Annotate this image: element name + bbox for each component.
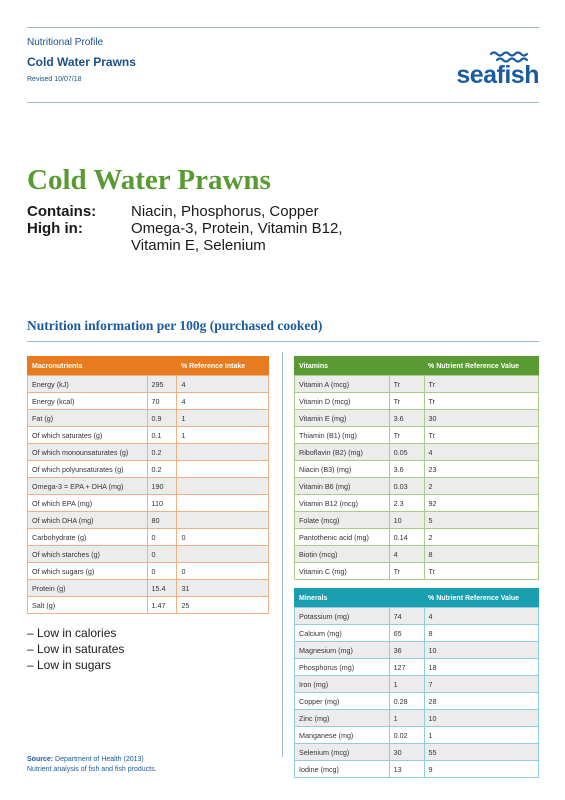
table-cell: Pantothenic acid (mg) <box>295 529 390 546</box>
table-cell: 70 <box>147 393 177 410</box>
table-row <box>28 529 269 546</box>
column-header: % Reference Intake <box>177 357 269 376</box>
table-cell: Iodine (mcg) <box>295 761 390 778</box>
low-in-item: – Low in saturates <box>27 642 125 656</box>
table-cell: Of which monounsaturates (g) <box>28 444 148 461</box>
column-header: Vitamins <box>295 357 390 376</box>
table-cell: Vitamin A (mcg) <box>295 376 390 393</box>
table-cell: Niacin (B3) (mg) <box>295 461 390 478</box>
column-header <box>389 357 424 376</box>
table-cell: Iron (mg) <box>295 676 390 693</box>
table-cell: 3.6 <box>389 461 424 478</box>
table-row <box>295 693 539 710</box>
table-cell: 25 <box>177 597 269 614</box>
table-row <box>28 546 269 563</box>
section-title: Nutrition information per 100g (purchased cooked) <box>27 318 323 333</box>
table-cell: 30 <box>389 744 424 761</box>
column-header: Macronutrients <box>28 357 148 376</box>
table-cell: 3.6 <box>389 410 424 427</box>
vitamins-table <box>294 356 539 580</box>
table-row <box>295 546 539 563</box>
table-cell: Protein (g) <box>28 580 148 597</box>
table-cell: Copper (mg) <box>295 693 390 710</box>
table-header-row <box>28 357 269 376</box>
table-cell: 31 <box>177 580 269 597</box>
source-note <box>27 755 157 775</box>
table-cell: 8 <box>424 546 538 563</box>
table-cell: 4 <box>424 444 538 461</box>
table-cell: Carbohydrate (g) <box>28 529 148 546</box>
table-cell: Tr <box>389 563 424 580</box>
table-cell <box>177 444 269 461</box>
low-in-item: – Low in calories <box>27 626 117 640</box>
revised-date: Revised 10/07/18 <box>27 76 82 83</box>
nutrient-summary <box>27 203 391 254</box>
table-cell: 65 <box>389 625 424 642</box>
page-title: Cold Water Prawns <box>27 164 271 196</box>
table-cell: Riboflavin (B2) (mg) <box>295 444 390 461</box>
table-row <box>28 563 269 580</box>
table-cell: 0.03 <box>389 478 424 495</box>
table-cell: 0.1 <box>147 427 177 444</box>
table-header-row <box>295 357 539 376</box>
table-row <box>28 580 269 597</box>
minerals-table <box>294 588 539 778</box>
table-cell: 10 <box>424 710 538 727</box>
table-cell: 1.47 <box>147 597 177 614</box>
table-cell: 4 <box>177 393 269 410</box>
table-cell: Vitamin B12 (mcg) <box>295 495 390 512</box>
low-in-item: – Low in sugars <box>27 658 112 672</box>
table-cell: 0 <box>177 563 269 580</box>
table-row <box>28 512 269 529</box>
table-cell: 0.9 <box>147 410 177 427</box>
table-cell: Vitamin C (mg) <box>295 563 390 580</box>
table-cell <box>177 478 269 495</box>
table-cell <box>177 495 269 512</box>
table-cell: Folate (mcg) <box>295 512 390 529</box>
source-text: Department of Health (2013) <box>55 756 144 763</box>
low-in-list <box>27 625 124 673</box>
table-row <box>28 597 269 614</box>
table-cell: 2.3 <box>389 495 424 512</box>
table-cell: 1 <box>389 710 424 727</box>
table-row <box>295 376 539 393</box>
table-cell: 0 <box>147 529 177 546</box>
column-header: % Nutrient Reference Value <box>424 589 538 608</box>
document-type: Nutritional Profile <box>27 37 104 48</box>
table-row <box>295 495 539 512</box>
document-header <box>27 27 539 103</box>
table-cell: Tr <box>389 393 424 410</box>
table-row <box>295 427 539 444</box>
table-row <box>295 710 539 727</box>
table-cell: Of which sugars (g) <box>28 563 148 580</box>
high-in-value: Omega-3, Protein, Vitamin B12, <box>131 220 343 237</box>
table-cell: 8 <box>424 625 538 642</box>
table-cell: 110 <box>147 495 177 512</box>
table-cell: Tr <box>424 427 538 444</box>
table-row <box>295 529 539 546</box>
table-cell: Tr <box>424 376 538 393</box>
table-cell: 10 <box>424 642 538 659</box>
table-row <box>295 642 539 659</box>
table-cell: Tr <box>424 393 538 410</box>
table-cell: 23 <box>424 461 538 478</box>
table-row <box>295 625 539 642</box>
table-row <box>295 659 539 676</box>
table-row <box>28 427 269 444</box>
table-cell: 4 <box>389 546 424 563</box>
table-cell: 1 <box>424 727 538 744</box>
high-in-value-continued: Vitamin E, Selenium <box>131 237 266 254</box>
table-row <box>295 393 539 410</box>
table-cell <box>177 512 269 529</box>
source-label: Source: <box>27 756 54 763</box>
table-cell: 15.4 <box>147 580 177 597</box>
table-cell: Zinc (mg) <box>295 710 390 727</box>
table-cell: 36 <box>389 642 424 659</box>
table-cell: Vitamin D (mcg) <box>295 393 390 410</box>
table-row <box>295 410 539 427</box>
table-cell: 1 <box>389 676 424 693</box>
table-cell: 5 <box>424 512 538 529</box>
table-cell: Manganese (mg) <box>295 727 390 744</box>
table-cell: 190 <box>147 478 177 495</box>
table-cell <box>177 546 269 563</box>
table-cell: 127 <box>389 659 424 676</box>
table-cell: Tr <box>389 427 424 444</box>
header-title: Cold Water Prawns <box>27 55 136 69</box>
table-cell: Thiamin (B1) (mg) <box>295 427 390 444</box>
contains-value: Niacin, Phosphorus, Copper <box>131 203 319 220</box>
table-cell: Potassium (mg) <box>295 608 390 625</box>
table-cell: Selenium (mcg) <box>295 744 390 761</box>
table-row <box>295 676 539 693</box>
table-cell: 295 <box>147 376 177 393</box>
column-header: % Nutrient Reference Value <box>424 357 538 376</box>
table-row <box>28 495 269 512</box>
table-cell: 10 <box>389 512 424 529</box>
table-cell: 4 <box>424 608 538 625</box>
table-cell: 9 <box>424 761 538 778</box>
table-cell: 0 <box>177 529 269 546</box>
table-cell: Of which DHA (mg) <box>28 512 148 529</box>
contains-label: Contains: <box>27 203 97 220</box>
column-header <box>389 589 424 608</box>
table-cell: 18 <box>424 659 538 676</box>
table-cell: 0.28 <box>389 693 424 710</box>
table-cell: Of which saturates (g) <box>28 427 148 444</box>
table-cell: 0.14 <box>389 529 424 546</box>
table-row <box>295 727 539 744</box>
table-cell: 1 <box>177 427 269 444</box>
table-cell: Energy (kcal) <box>28 393 148 410</box>
table-cell: Salt (g) <box>28 597 148 614</box>
table-row <box>28 444 269 461</box>
column-divider <box>282 352 283 757</box>
table-row <box>295 512 539 529</box>
table-row <box>295 761 539 778</box>
table-cell: Energy (kJ) <box>28 376 148 393</box>
table-row <box>28 376 269 393</box>
table-cell: 28 <box>424 693 538 710</box>
table-cell: Tr <box>389 376 424 393</box>
table-cell: 74 <box>389 608 424 625</box>
table-cell: 0.2 <box>147 461 177 478</box>
table-cell: 2 <box>424 529 538 546</box>
table-row <box>295 608 539 625</box>
table-row <box>295 461 539 478</box>
table-cell: Phosphorus (mg) <box>295 659 390 676</box>
table-cell: Of which EPA (mg) <box>28 495 148 512</box>
table-cell: Vitamin E (mg) <box>295 410 390 427</box>
table-cell: 30 <box>424 410 538 427</box>
table-cell: Of which polyunsaturates (g) <box>28 461 148 478</box>
seafish-logo <box>439 50 539 90</box>
table-cell: 2 <box>424 478 538 495</box>
table-cell: Biotin (mcg) <box>295 546 390 563</box>
table-row <box>295 478 539 495</box>
table-cell: Fat (g) <box>28 410 148 427</box>
high-in-label: High in: <box>27 220 83 237</box>
table-cell: 0.02 <box>389 727 424 744</box>
table-cell: 80 <box>147 512 177 529</box>
table-header-row <box>295 589 539 608</box>
table-cell: 55 <box>424 744 538 761</box>
table-cell: Of which starches (g) <box>28 546 148 563</box>
table-row <box>295 444 539 461</box>
table-row <box>295 563 539 580</box>
table-cell: Vitamin B6 (mg) <box>295 478 390 495</box>
table-cell: 1 <box>177 410 269 427</box>
table-cell: 0 <box>147 563 177 580</box>
table-row <box>28 410 269 427</box>
table-cell <box>177 461 269 478</box>
source-line-2: Nutrient analysis of fish and fish products. <box>27 766 157 773</box>
table-cell: 0 <box>147 546 177 563</box>
table-cell: Magnesium (mg) <box>295 642 390 659</box>
table-row <box>28 478 269 495</box>
section-divider <box>27 341 539 342</box>
logo-wordmark: seafish <box>456 61 539 89</box>
table-row <box>295 744 539 761</box>
table-cell: Calcium (mg) <box>295 625 390 642</box>
table-cell: 92 <box>424 495 538 512</box>
table-cell: 0.2 <box>147 444 177 461</box>
column-header: Minerals <box>295 589 390 608</box>
macronutrients-table <box>27 356 269 614</box>
table-cell: 13 <box>389 761 424 778</box>
table-cell: 7 <box>424 676 538 693</box>
table-cell: 0.05 <box>389 444 424 461</box>
column-header <box>147 357 177 376</box>
table-cell: 4 <box>177 376 269 393</box>
table-row <box>28 461 269 478</box>
table-row <box>28 393 269 410</box>
table-cell: Tr <box>424 563 538 580</box>
table-cell: Omega-3 = EPA + DHA (mg) <box>28 478 148 495</box>
